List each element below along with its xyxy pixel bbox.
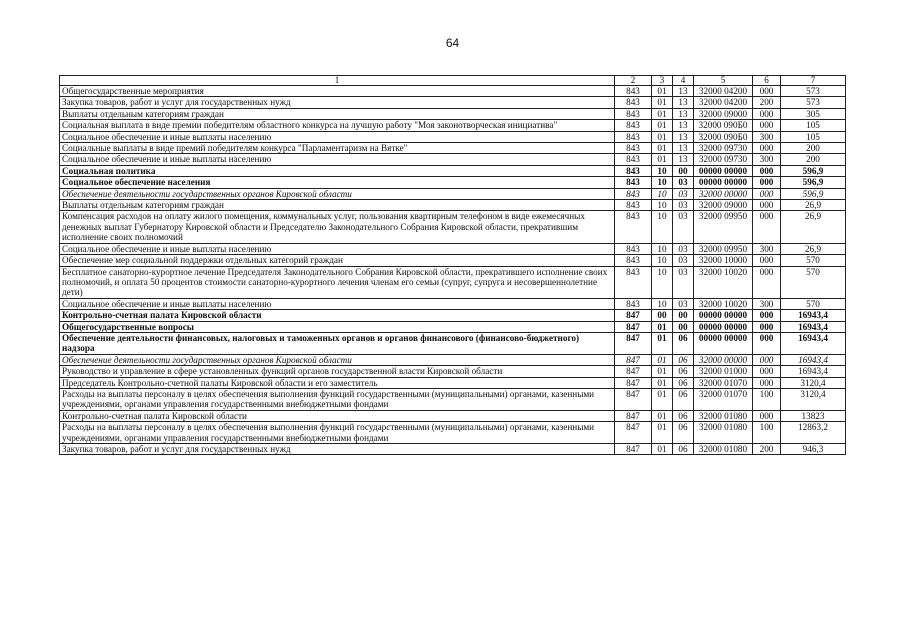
- expense-type-cell: 000: [753, 354, 781, 365]
- target-article-cell: 32000 10000: [694, 255, 753, 266]
- row-name-cell: Закупка товаров, работ и услуг для государственных нужд: [60, 444, 615, 455]
- budget-table: [59, 75, 846, 455]
- target-article-cell: 32000 01070: [694, 388, 753, 410]
- admin-code-cell: 843: [615, 243, 652, 254]
- target-article-cell: 32000 04200: [694, 97, 753, 108]
- subsection-cell: 13: [673, 108, 694, 119]
- target-article-cell: 00000 00000: [694, 310, 753, 321]
- table-row: [60, 266, 846, 298]
- subsection-cell: 13: [673, 97, 694, 108]
- target-article-cell: 32000 01080: [694, 444, 753, 455]
- table-row: [60, 177, 846, 188]
- target-article-cell: 00000 00000: [694, 177, 753, 188]
- target-article-cell: 32000 09000: [694, 200, 753, 211]
- subsection-cell: 03: [673, 188, 694, 199]
- section-cell: 01: [652, 354, 673, 365]
- section-cell: 01: [652, 97, 673, 108]
- amount-cell: 573: [781, 97, 846, 108]
- amount-cell: 200: [781, 154, 846, 165]
- section-cell: 10: [652, 188, 673, 199]
- subsection-cell: 06: [673, 354, 694, 365]
- admin-code-cell: 847: [615, 354, 652, 365]
- expense-type-cell: 300: [753, 243, 781, 254]
- table-row: [60, 354, 846, 365]
- subsection-cell: 06: [673, 388, 694, 410]
- admin-code-cell: 843: [615, 86, 652, 97]
- admin-code-cell: 843: [615, 188, 652, 199]
- amount-cell: 26,9: [781, 243, 846, 254]
- table-row: [60, 377, 846, 388]
- admin-code-cell: 847: [615, 321, 652, 332]
- amount-cell: 16943,4: [781, 366, 846, 377]
- target-article-cell: 32000 09000: [694, 108, 753, 119]
- row-name-cell: Контрольно-счетная палата Кировской области: [60, 310, 615, 321]
- table-row: [60, 444, 846, 455]
- expense-type-cell: 000: [753, 200, 781, 211]
- row-name-cell: Обеспечение мер социальной поддержки отдельных категорий граждан: [60, 255, 615, 266]
- row-name-cell: Выплаты отдельным категориям граждан: [60, 108, 615, 119]
- column-header: 7: [781, 76, 846, 86]
- expense-type-cell: 000: [753, 255, 781, 266]
- admin-code-cell: 847: [615, 444, 652, 455]
- subsection-cell: 00: [673, 310, 694, 321]
- target-article-cell: 32000 10020: [694, 266, 753, 298]
- table-row: [60, 143, 846, 154]
- admin-code-cell: 843: [615, 177, 652, 188]
- expense-type-cell: 300: [753, 298, 781, 309]
- expense-type-cell: 000: [753, 410, 781, 421]
- table-row: [60, 255, 846, 266]
- subsection-cell: 03: [673, 266, 694, 298]
- target-article-cell: 32000 01080: [694, 422, 753, 444]
- expense-type-cell: 300: [753, 131, 781, 142]
- admin-code-cell: 843: [615, 165, 652, 176]
- amount-cell: 596,9: [781, 177, 846, 188]
- subsection-cell: 00: [673, 321, 694, 332]
- row-name-cell: Социальное обеспечение и иные выплаты населению: [60, 131, 615, 142]
- row-name-cell: Бесплатное санаторно-курортное лечение Председателя Законодательного Собрания Кировской области, прекратившего исполнение своих полномочий, и оплата 50 процентов стоимости санаторно-курортного лечения членам его семьи (супруг, супруга и несовершеннолетние дети): [60, 266, 615, 298]
- admin-code-cell: 843: [615, 120, 652, 131]
- admin-code-cell: 847: [615, 377, 652, 388]
- expense-type-cell: 000: [753, 366, 781, 377]
- table-row: [60, 332, 846, 354]
- admin-code-cell: 847: [615, 310, 652, 321]
- amount-cell: 13823: [781, 410, 846, 421]
- expense-type-cell: 000: [753, 86, 781, 97]
- table-row: [60, 165, 846, 176]
- target-article-cell: 32000 00000: [694, 188, 753, 199]
- expense-type-cell: 300: [753, 154, 781, 165]
- target-article-cell: 32000 090Б0: [694, 120, 753, 131]
- page-number: 64: [445, 36, 460, 50]
- table-row: [60, 131, 846, 142]
- table-row: [60, 321, 846, 332]
- amount-cell: 200: [781, 143, 846, 154]
- amount-cell: 305: [781, 108, 846, 119]
- admin-code-cell: 843: [615, 108, 652, 119]
- table-row: [60, 188, 846, 199]
- section-cell: 10: [652, 200, 673, 211]
- expense-type-cell: 200: [753, 97, 781, 108]
- subsection-cell: 03: [673, 243, 694, 254]
- table-row: [60, 86, 846, 97]
- row-name-cell: Руководство и управление в сфере установленных функций органов государственной власти Кировской области: [60, 366, 615, 377]
- row-name-cell: Компенсация расходов на оплату жилого помещения, коммунальных услуг, пользования квартирным телефоном в виде ежемесячных денежных выплат Губернатору Кировской области и Председателю Законодательного Собрания Кировской области, прекратившим исполнение своих полномочий: [60, 211, 615, 243]
- section-cell: 01: [652, 444, 673, 455]
- table-row: [60, 97, 846, 108]
- admin-code-cell: 843: [615, 298, 652, 309]
- row-name-cell: Контрольно-счетная палата Кировской области: [60, 410, 615, 421]
- target-article-cell: 32000 00000: [694, 354, 753, 365]
- amount-cell: 946,3: [781, 444, 846, 455]
- admin-code-cell: 843: [615, 143, 652, 154]
- table-row: [60, 310, 846, 321]
- section-cell: 01: [652, 143, 673, 154]
- section-cell: 10: [652, 177, 673, 188]
- subsection-cell: 03: [673, 211, 694, 243]
- admin-code-cell: 843: [615, 131, 652, 142]
- subsection-cell: 03: [673, 200, 694, 211]
- row-name-cell: Председатель Контрольно-счетной палаты Кировской области и его заместитель: [60, 377, 615, 388]
- amount-cell: 105: [781, 131, 846, 142]
- section-cell: 10: [652, 165, 673, 176]
- table-row: [60, 200, 846, 211]
- amount-cell: 596,9: [781, 165, 846, 176]
- table-row: [60, 410, 846, 421]
- expense-type-cell: 100: [753, 422, 781, 444]
- amount-cell: 12863,2: [781, 422, 846, 444]
- section-cell: 10: [652, 255, 673, 266]
- subsection-cell: 03: [673, 177, 694, 188]
- admin-code-cell: 847: [615, 332, 652, 354]
- expense-type-cell: 000: [753, 177, 781, 188]
- subsection-cell: 13: [673, 154, 694, 165]
- target-article-cell: 32000 01080: [694, 410, 753, 421]
- subsection-cell: 06: [673, 444, 694, 455]
- subsection-cell: 06: [673, 332, 694, 354]
- expense-type-cell: 000: [753, 377, 781, 388]
- section-cell: 01: [652, 366, 673, 377]
- expense-type-cell: 100: [753, 388, 781, 410]
- expense-type-cell: 000: [753, 266, 781, 298]
- subsection-cell: 06: [673, 422, 694, 444]
- row-name-cell: Расходы на выплаты персоналу в целях обеспечения выполнения функций государственными (муниципальными) органами, казенными учреждениями, органами управления государственными внебюджетными фондами: [60, 388, 615, 410]
- amount-cell: 3120,4: [781, 377, 846, 388]
- subsection-cell: 06: [673, 366, 694, 377]
- section-cell: 01: [652, 86, 673, 97]
- row-name-cell: Обеспечение деятельности государственных органов Кировской области: [60, 188, 615, 199]
- amount-cell: 3120,4: [781, 388, 846, 410]
- row-name-cell: Закупка товаров, работ и услуг для государственных нужд: [60, 97, 615, 108]
- section-cell: 10: [652, 243, 673, 254]
- amount-cell: 105: [781, 120, 846, 131]
- row-name-cell: Общегосударственные вопросы: [60, 321, 615, 332]
- section-cell: 10: [652, 211, 673, 243]
- section-cell: 10: [652, 298, 673, 309]
- subsection-cell: 03: [673, 298, 694, 309]
- amount-cell: 16943,4: [781, 354, 846, 365]
- amount-cell: 16943,4: [781, 332, 846, 354]
- table-row: [60, 120, 846, 131]
- table-row: [60, 243, 846, 254]
- section-cell: 01: [652, 377, 673, 388]
- table-row: [60, 108, 846, 119]
- amount-cell: 26,9: [781, 211, 846, 243]
- target-article-cell: 32000 01000: [694, 366, 753, 377]
- section-cell: 01: [652, 108, 673, 119]
- table-row: [60, 154, 846, 165]
- subsection-cell: 13: [673, 86, 694, 97]
- target-article-cell: 32000 10020: [694, 298, 753, 309]
- expense-type-cell: 000: [753, 165, 781, 176]
- section-cell: 01: [652, 120, 673, 131]
- row-name-cell: Обеспечение деятельности финансовых, налоговых и таможенных органов и органов финансового (финансово-бюджетного) надзора: [60, 332, 615, 354]
- table-header-row: [60, 76, 846, 86]
- subsection-cell: 06: [673, 377, 694, 388]
- section-cell: 01: [652, 388, 673, 410]
- section-cell: 10: [652, 266, 673, 298]
- row-name-cell: Социальное обеспечение и иные выплаты населению: [60, 298, 615, 309]
- table-row: [60, 422, 846, 444]
- table-row: [60, 366, 846, 377]
- amount-cell: 573: [781, 86, 846, 97]
- admin-code-cell: 847: [615, 366, 652, 377]
- target-article-cell: 00000 00000: [694, 321, 753, 332]
- target-article-cell: 32000 09730: [694, 154, 753, 165]
- expense-type-cell: 200: [753, 444, 781, 455]
- admin-code-cell: 843: [615, 154, 652, 165]
- admin-code-cell: 843: [615, 266, 652, 298]
- column-header: 4: [673, 76, 694, 86]
- table-row: [60, 298, 846, 309]
- target-article-cell: 32000 09950: [694, 243, 753, 254]
- subsection-cell: 13: [673, 120, 694, 131]
- row-name-cell: Социальная политика: [60, 165, 615, 176]
- row-name-cell: Обеспечение деятельности государственных органов Кировской области: [60, 354, 615, 365]
- admin-code-cell: 847: [615, 422, 652, 444]
- target-article-cell: 00000 00000: [694, 332, 753, 354]
- amount-cell: 596,9: [781, 188, 846, 199]
- expense-type-cell: 000: [753, 108, 781, 119]
- column-header: 5: [694, 76, 753, 86]
- target-article-cell: 32000 09950: [694, 211, 753, 243]
- amount-cell: 16943,4: [781, 321, 846, 332]
- amount-cell: 26,9: [781, 200, 846, 211]
- row-name-cell: Социальные выплаты в виде премий победителям конкурса "Парламентаризм на Вятке": [60, 143, 615, 154]
- column-header: 2: [615, 76, 652, 86]
- admin-code-cell: 843: [615, 97, 652, 108]
- row-name-cell: Социальное обеспечение населения: [60, 177, 615, 188]
- row-name-cell: Общегосударственные мероприятия: [60, 86, 615, 97]
- subsection-cell: 13: [673, 131, 694, 142]
- amount-cell: 570: [781, 255, 846, 266]
- target-article-cell: 32000 090Б0: [694, 131, 753, 142]
- section-cell: 01: [652, 321, 673, 332]
- section-cell: 01: [652, 154, 673, 165]
- expense-type-cell: 000: [753, 310, 781, 321]
- expense-type-cell: 000: [753, 143, 781, 154]
- table-row: [60, 388, 846, 410]
- table-row: [60, 211, 846, 243]
- target-article-cell: 32000 01070: [694, 377, 753, 388]
- expense-type-cell: 000: [753, 120, 781, 131]
- row-name-cell: Социальное обеспечение и иные выплаты населению: [60, 243, 615, 254]
- subsection-cell: 13: [673, 143, 694, 154]
- subsection-cell: 06: [673, 410, 694, 421]
- amount-cell: 570: [781, 266, 846, 298]
- target-article-cell: 32000 09730: [694, 143, 753, 154]
- row-name-cell: Расходы на выплаты персоналу в целях обеспечения выполнения функций государственными (муниципальными) органами, казенными учреждениями, органами управления государственными внебюджетными фондами: [60, 422, 615, 444]
- row-name-cell: Выплаты отдельным категориям граждан: [60, 200, 615, 211]
- column-header: 6: [753, 76, 781, 86]
- expense-type-cell: 000: [753, 211, 781, 243]
- subsection-cell: 00: [673, 165, 694, 176]
- section-cell: 01: [652, 131, 673, 142]
- section-cell: 01: [652, 332, 673, 354]
- admin-code-cell: 843: [615, 255, 652, 266]
- admin-code-cell: 847: [615, 410, 652, 421]
- row-name-cell: Социальное обеспечение и иные выплаты населению: [60, 154, 615, 165]
- admin-code-cell: 843: [615, 211, 652, 243]
- expense-type-cell: 000: [753, 321, 781, 332]
- column-header: 3: [652, 76, 673, 86]
- amount-cell: 570: [781, 298, 846, 309]
- admin-code-cell: 847: [615, 388, 652, 410]
- section-cell: 00: [652, 310, 673, 321]
- target-article-cell: 32000 04200: [694, 86, 753, 97]
- target-article-cell: 00000 00000: [694, 165, 753, 176]
- amount-cell: 16943,4: [781, 310, 846, 321]
- section-cell: 01: [652, 410, 673, 421]
- subsection-cell: 03: [673, 255, 694, 266]
- row-name-cell: Социальная выплата в виде премии победителям областного конкурса на лучшую работу "Моя законотворческая инициатива": [60, 120, 615, 131]
- expense-type-cell: 000: [753, 188, 781, 199]
- section-cell: 01: [652, 422, 673, 444]
- column-header: 1: [60, 76, 615, 86]
- expense-type-cell: 000: [753, 332, 781, 354]
- admin-code-cell: 843: [615, 200, 652, 211]
